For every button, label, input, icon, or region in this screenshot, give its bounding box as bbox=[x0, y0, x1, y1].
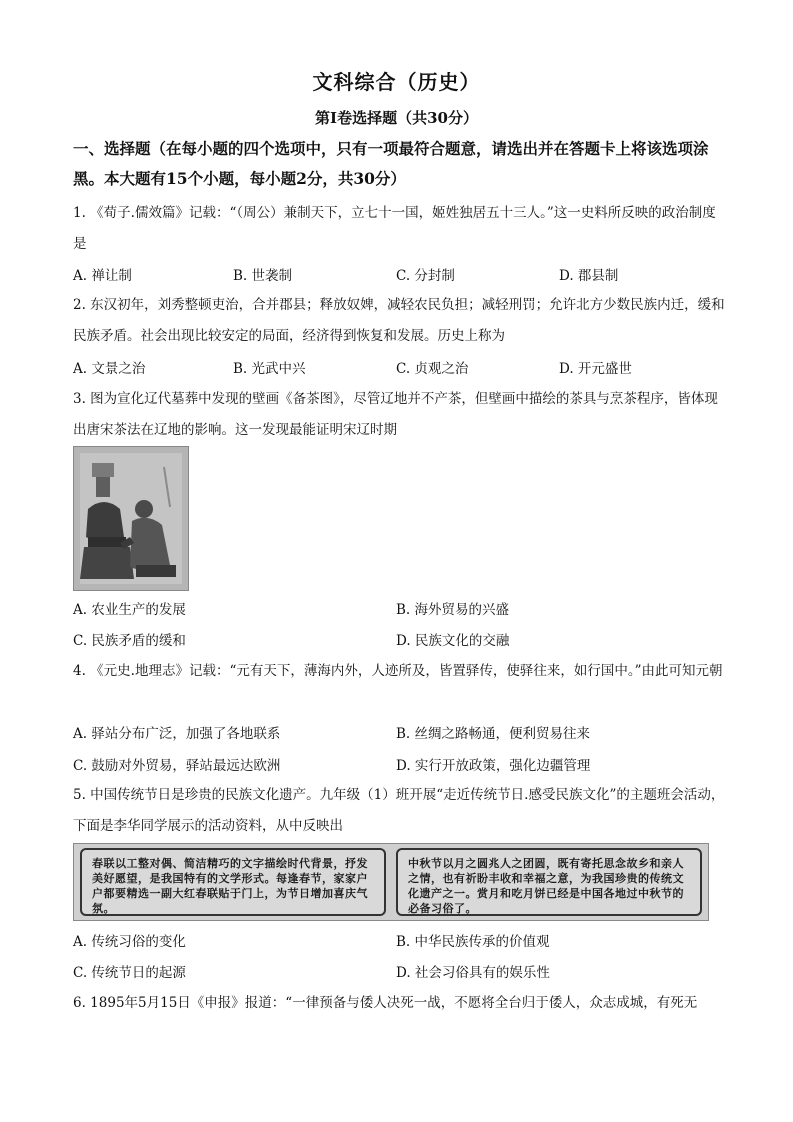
option-d: D. 开元盛世 bbox=[559, 361, 632, 377]
question-5-options-row2 bbox=[73, 961, 723, 985]
option-d: D. 社会习俗具有的娱乐性 bbox=[396, 965, 550, 981]
option-c: C. 民族矛盾的缓和 bbox=[73, 633, 186, 649]
option-b: B. 世袭制 bbox=[233, 268, 293, 284]
option-d: D. 实行开放政策，强化边疆管理 bbox=[396, 758, 591, 774]
tea-mural-illustration bbox=[74, 447, 188, 590]
option-c: C. 传统节日的起源 bbox=[73, 965, 186, 981]
question-2-stem: 2. 东汉初年，刘秀整顿吏治，合并郡县；释放奴婢，减轻农民负担；减轻刑罚；允许北方少数民族内迁，缓和民族矛盾。社会出现比较安定的局面，经济得到恢复和发展。历史上称为 bbox=[73, 297, 725, 344]
question-3-options bbox=[73, 598, 723, 622]
question-5-options bbox=[73, 930, 723, 954]
option-d: D. 郡县制 bbox=[559, 268, 619, 284]
option-b: B. 中华民族传承的价值观 bbox=[396, 934, 550, 950]
question-3-stem: 3. 图为宣化辽代墓葬中发现的壁画《备茶图》，尽管辽地并不产茶，但壁画中描绘的茶具与烹茶程序，皆体现出唐宋茶法在辽地的影响。这一发现最能证明宋辽时期 bbox=[73, 391, 718, 438]
question-4-stem: 4. 《元史.地理志》记载：“元有天下，薄海内外，人迹所及，皆置驿传，使驿往来，如行国中。”由此可知元朝 bbox=[73, 663, 723, 679]
section-heading: 一、选择题（在每小题的四个选项中，只有一项最符合题意，请选出并在答题卡上将该选项涂黑。本大题有15个小题，每小题2分，共30分） bbox=[73, 139, 709, 188]
page-title: 文科综合（历史） bbox=[312, 70, 481, 94]
question-3-options-row2 bbox=[73, 629, 723, 653]
question-1-stem: 1. 《荀子.儒效篇》记载：“（周公）兼制天下，立七十一国，姬姓独居五十三人。”这一史料所反映的政治制度是 bbox=[73, 205, 716, 252]
question-2-options bbox=[73, 357, 723, 381]
option-a: A. 文景之治 bbox=[73, 361, 146, 377]
question-6-stem: 6. 1895年5月15日《申报》报道：“一律预备与倭人决死一战，不愿将全台归于倭人，众志成城，有死无 bbox=[73, 995, 698, 1011]
option-b: B. 海外贸易的兴盛 bbox=[396, 602, 510, 618]
tea-mural-image bbox=[73, 446, 189, 591]
option-a: A. 农业生产的发展 bbox=[73, 602, 186, 618]
option-c: C. 鼓励对外贸易，驿站最远达欧洲 bbox=[73, 758, 281, 774]
page-subtitle: 第Ⅰ卷选择题（共30分） bbox=[315, 109, 478, 127]
question-5-stem: 5. 中国传统节日是珍贵的民族文化遗产。九年级（1）班开展“走近传统节日.感受民族文化”的主题班会活动，下面是李华同学展示的活动资料，从中反映出 bbox=[73, 787, 725, 834]
option-b: B. 光武中兴 bbox=[233, 361, 306, 377]
option-a: A. 驿站分布广泛，加强了各地联系 bbox=[73, 726, 281, 742]
mid-autumn-panel: 中秋节以月之圆兆人之团圆，既有寄托思念故乡和亲人之情，也有祈盼丰收和幸福之意，为我国珍贵的传统文化遗产之一。赏月和吃月饼已经是中国各地过中秋节的必备习俗了。 bbox=[396, 848, 702, 916]
option-c: C. 分封制 bbox=[396, 268, 455, 284]
spring-couplet-panel: 春联以工整对偶、简洁精巧的文字描绘时代背景，抒发美好愿望，是我国特有的文学形式。每逢春节，家家户户都要精选一副大红春联贴于门上，为节日增加喜庆气氛。 bbox=[80, 848, 386, 916]
option-c: C. 贞观之治 bbox=[396, 361, 469, 377]
option-d: D. 民族文化的交融 bbox=[396, 633, 510, 649]
question-1-options bbox=[73, 264, 723, 288]
festival-materials-image bbox=[73, 843, 709, 921]
question-4-options bbox=[73, 722, 723, 746]
option-a: A. 禅让制 bbox=[73, 268, 132, 284]
option-a: A. 传统习俗的变化 bbox=[73, 934, 186, 950]
option-b: B. 丝绸之路畅通，便利贸易往来 bbox=[396, 726, 591, 742]
question-4-options-row2 bbox=[73, 754, 723, 778]
